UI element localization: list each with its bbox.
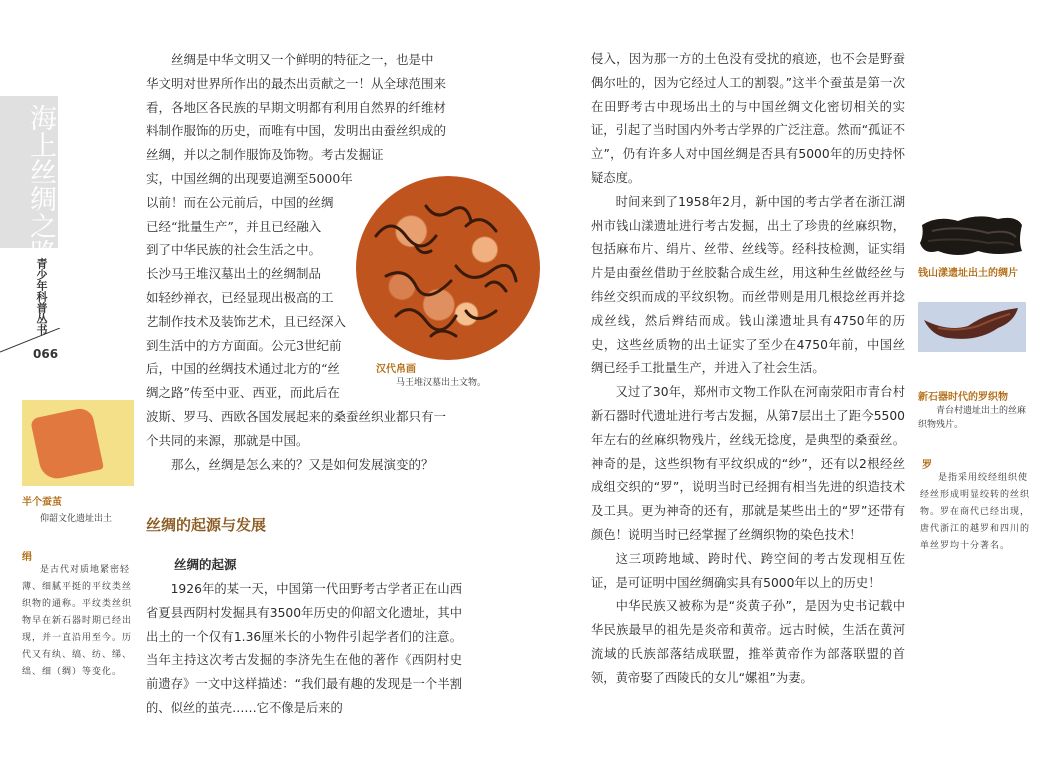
luo-fabric-image — [918, 302, 1026, 352]
note-juan-term: 绢 — [22, 552, 32, 563]
note-juan-text: 是古代对质地紧密轻薄、细腻平挺的平纹类丝织物的通称。平纹类丝织物早在新石器时期已经出现，并一直沿用至今。历代又有纨、缟、纺、绨、绌、细（绸）等变化。 — [22, 565, 133, 677]
intro-line: 丝绸，并以之制作服饰及饰物。考古发掘证 — [146, 147, 384, 163]
qianshanyang-fabric-image — [918, 211, 1024, 259]
series-subtitle: 青少年科普丛书 — [35, 258, 48, 335]
cocoon-caption: 仰韶文化遗址出土 — [40, 514, 113, 524]
intro-line: 艺制作技术及装饰艺术，且已经深入 — [146, 313, 347, 329]
intro-line: 已经“批量生产”，并且已经融入 — [146, 218, 322, 234]
note-luo-term: 罗 — [922, 460, 932, 471]
intro-line: 长沙马王堆汉墓出土的丝绸制品 — [146, 266, 322, 282]
right-paragraph: 又过了30年，郑州市文物工作队在河南荥阳市青台村新石器时代遗址进行考古发掘，从第7层出土了距今5500年左右的丝麻织物残片，丝线无捻度，是典型的桑蚕丝。神奇的是，这些织物有平纹织成的“纱”，还有以2根经丝成组交织的“罗”，说明当时已经拥有相当先进的织造技术及工具。更为神奇的还有，那就是某些出土的“罗”还带有颜色！说明当时已经掌握了丝绸织物的染色技术！ — [591, 385, 905, 542]
intro-line: 料制作服饰的历史，而唯有中国，发明出由蚕丝织成的 — [146, 123, 447, 139]
qianshanyang-caption: 钱山漾遗址出土的绸片 — [918, 268, 1018, 279]
intro-line: 华文明对世界所作出的最杰出贡献之一！从全球范围来 — [146, 75, 447, 91]
intro-line: 实，中国丝绸的出现要追溯至5000年 — [146, 170, 353, 186]
intro-line: 个共同的来源，那就是中国。 — [146, 432, 309, 448]
intro-line: 丝绸是中华文明又一个鲜明的特征之一，也是中 — [171, 52, 434, 67]
note-luo-text: 是指采用绞经组织使经丝形成明显绞转的丝织物。罗在商代已经出现，唐代浙江的越罗和四川的单丝罗均十分著名。 — [920, 473, 1031, 551]
intro-line: 到了中华民族的社会生活之中。 — [146, 242, 322, 258]
intro-line: 到生活中的方方面面。公元3世纪前 — [146, 337, 342, 353]
luo-caption-title: 新石器时代的罗织物 — [918, 392, 1008, 403]
origin-paragraph: 1926年的某一天，中国第一代田野考古学者正在山西省夏县西阴村发掘具有3500年历史的仰韶文化遗址，其中出土的一个仅有1.36厘米长的小物件引起学者们的注意。当年主持这次考古发掘的李济先生在他的著作《西阴村史前遗存》一文中这样描述：“我们最有趣的发现是一个半割的、似丝的茧壳……它不像是后来的 — [146, 582, 462, 715]
luo-caption: 青台村遗址出土的丝麻织物残片。 — [918, 406, 1027, 430]
series-title: 海上丝绸之路 — [25, 104, 56, 266]
right-paragraph: 这三项跨地域、跨时代、跨空间的考古发现相互佐证，是可证明中国丝绸确实具有5000年以上的历史！ — [591, 551, 905, 590]
cocoon-caption-title: 半个蚕茧 — [22, 497, 62, 508]
silk-painting-caption-title: 汉代帛画 — [376, 364, 416, 375]
intro-line: 以前！而在公元前后，中国的丝绸 — [146, 194, 334, 210]
right-paragraph: 侵入，因为那一方的土色没有受扰的痕迹，也不会是野蚕偶尔吐的，因为它经过人工的割裂。”这半个蚕茧是第一次在田野考古中现场出土的与中国丝绸文化密切相关的实证，引起了当时国内外考古学界的广泛注意。然而“孤证不立”，仍有许多人对中国丝绸是否具有5000年的历史持怀疑态度。 — [591, 52, 905, 185]
origin-text — [146, 578, 462, 721]
section-heading: 丝绸的起源与发展 — [146, 516, 267, 534]
sub-heading: 丝绸的起源 — [174, 557, 237, 572]
intro-line: 如轻纱禅衣，已经显现出极高的工 — [146, 289, 334, 305]
page-number: 066 — [33, 347, 59, 361]
intro-line: 后，中国的丝绸技术通过北方的“丝 — [146, 361, 340, 377]
right-paragraph: 中华民族又被称为是“炎黄子孙”，是因为史书记载中华民族最早的祖先是炎帝和黄帝。远古时候，生活在黄河流域的氏族部落结成联盟，推举黄帝作为部落联盟的首领，黄帝娶了西陵氏的女儿“嫘祖”为妻。 — [591, 599, 905, 685]
intro-question: 那么，丝绸是怎么来的？又是如何发展演变的？ — [171, 456, 434, 472]
silk-pattern-overlay — [356, 176, 540, 360]
right-text — [591, 48, 905, 691]
intro-line: 绸之路”传至中亚、西亚，而此后在 — [146, 385, 340, 401]
silk-painting-caption: 马王堆汉墓出土文物。 — [396, 378, 487, 388]
right-paragraph: 时间来到了1958年2月，新中国的考古学者在浙江湖州市钱山漾遗址进行考古发掘，出土了珍贵的丝麻织物，包括麻布片、绢片、丝带、丝线等。经科技检测，证实绢片是由蚕丝借助于丝胶黏合成生丝，用这种生丝做经丝与纬丝交织而成的平纹织物。而丝带则是用几根捻丝再并捻成丝线，然后辫结而成。钱山漾遗址具有4750年的历史，这些丝质物的出土证实了至少在4750年前，中国丝绸已经手工批量生产，并进入了社会生活。 — [591, 194, 905, 376]
intro-line: 看，各地区各民族的早期文明都有利用自然界的纤维材 — [146, 99, 447, 115]
intro-line: 波斯、罗马、西欧各国发展起来的桑蚕丝织业都只有一 — [146, 408, 447, 424]
